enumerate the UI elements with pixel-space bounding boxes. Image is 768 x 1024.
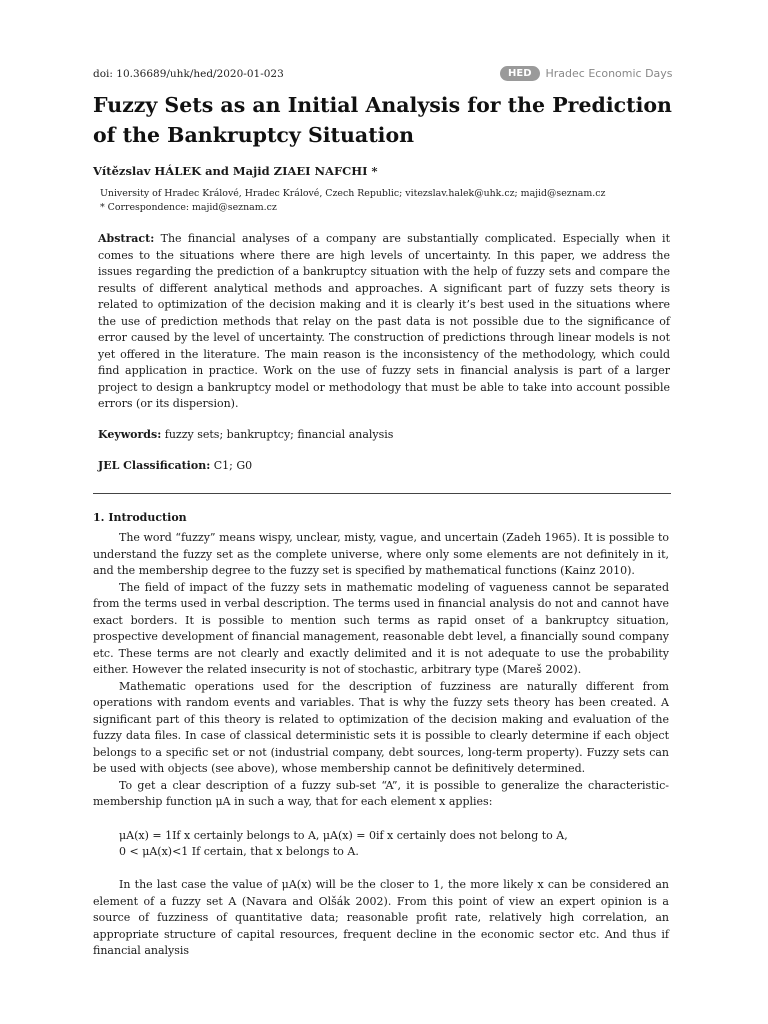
- membership-equation-1: μA(x) = 1If x certainly belongs to A, μA(x) = 0if x certainly does not belong to A,: [119, 829, 568, 842]
- abstract: [98, 231, 670, 413]
- body-paragraph: Mathematic operations used for the description of fuzziness are naturally different from operations with random events and variables. That is why the fuzzy sets theory has been created. A significant part of this theory is related to optimization of the decision making and evaluation of the fuzzy data files. In case of classical deterministic sets it is possible to clearly determine if each object belongs to a specific set or not (industrial company, debt sources, long-term property). Fuzzy sets can be used with objects (see above), whose membership cannot be definitively determined.: [93, 679, 669, 775]
- abstract-text: The financial analyses of a company are substantially complicated. Especially when it comes to the situations where there are high levels of uncertainty. In this paper, we address the issues regarding the prediction of a bankruptcy situation with the help of fuzzy sets and compare the results of different analytical methods and approaches. A significant part of fuzzy sets theory is related to optimization of the decision making and it is clearly it’s best used in the situations where the use of prediction methods that relay on the past data is not possible due to the significance of error caused by the level of uncertainty. The construction of predictions through linear models is not yet offered in the literature. The main reason is the inconsistency of the methodology, which could find application in practice. Work on the use of fuzzy sets in financial analysis is part of a larger project to design a bankruptcy model or methodology that must be able to take into account possible errors (or its dispersion).: [98, 232, 670, 410]
- jel-label: JEL Classification:: [98, 459, 211, 472]
- section-divider: [93, 493, 671, 494]
- author-list: Vítězslav HÁLEK and Majid ZIAEI NAFCHI *: [93, 164, 378, 178]
- body-paragraph: In the last case the value of μA(x) will be the closer to 1, the more likely x can be considered an element of a fuzzy set A (Navara and Olšák 2002). From this point of view an expert opinion is a source of fuzziness of quantitative data; reasonable profit rate, relatively high correlation, an appropriate structure of capital resources, frequent decline in the economic sector etc. And thus if financial analysis: [93, 878, 669, 957]
- journal-logo-badge: HED: [500, 66, 540, 81]
- section-heading: 1. Introduction: [93, 511, 187, 524]
- keywords-label: Keywords:: [98, 428, 162, 441]
- membership-equation-2: 0 < μA(x)<1 If certain, that x belongs to A.: [119, 845, 359, 858]
- affiliation-block: [100, 187, 605, 215]
- paper-title: Fuzzy Sets as an Initial Analysis for the Prediction of the Bankruptcy Situation: [93, 93, 672, 147]
- jel-text: C1; G0: [213, 459, 253, 472]
- abstract-label: Abstract:: [98, 232, 155, 245]
- journal-name: Hradec Economic Days: [545, 67, 673, 80]
- jel-classification: [98, 459, 252, 472]
- body-paragraph: The word “fuzzy” means wispy, unclear, misty, vague, and uncertain (Zadeh 1965). It is possible to understand the fuzzy set as the complete universe, where only some elements are not definitely in it, and the membership degree to the fuzzy set is specified by mathematical functions (Kainz 2010).: [93, 531, 669, 577]
- keywords: [98, 428, 393, 441]
- section-body: [93, 530, 669, 811]
- body-paragraph: To get a clear description of a fuzzy sub-set “A”, it is possible to generalize the characteristic-membership function μA in such a way, that for each element x applies:: [93, 778, 669, 808]
- correspondence-line: * Correspondence: majid@seznam.cz: [100, 202, 277, 213]
- doi-text: doi: 10.36689/uhk/hed/2020-01-023: [93, 68, 284, 80]
- affiliation-line: University of Hradec Králové, Hradec Králové, Czech Republic; vitezslav.halek@uhk.cz; majid@seznam.cz: [100, 188, 606, 199]
- keywords-text: fuzzy sets; bankruptcy; financial analysis: [164, 428, 394, 441]
- journal-brand: [500, 66, 673, 81]
- body-paragraph: The field of impact of the fuzzy sets in mathematic modeling of vagueness cannot be separated from the terms used in verbal description. The terms used in financial analysis do not and cannot have exact borders. It is possible to mention such terms as rapid onset of a bankruptcy situation, prospective development of financial management, reasonable debt level, a financially sound company etc. These terms are not clearly and exactly delimited and it is not adequate to use the probability either. However the related insecurity is not of stochastic, arbitrary type (Mareš 2002).: [93, 580, 669, 676]
